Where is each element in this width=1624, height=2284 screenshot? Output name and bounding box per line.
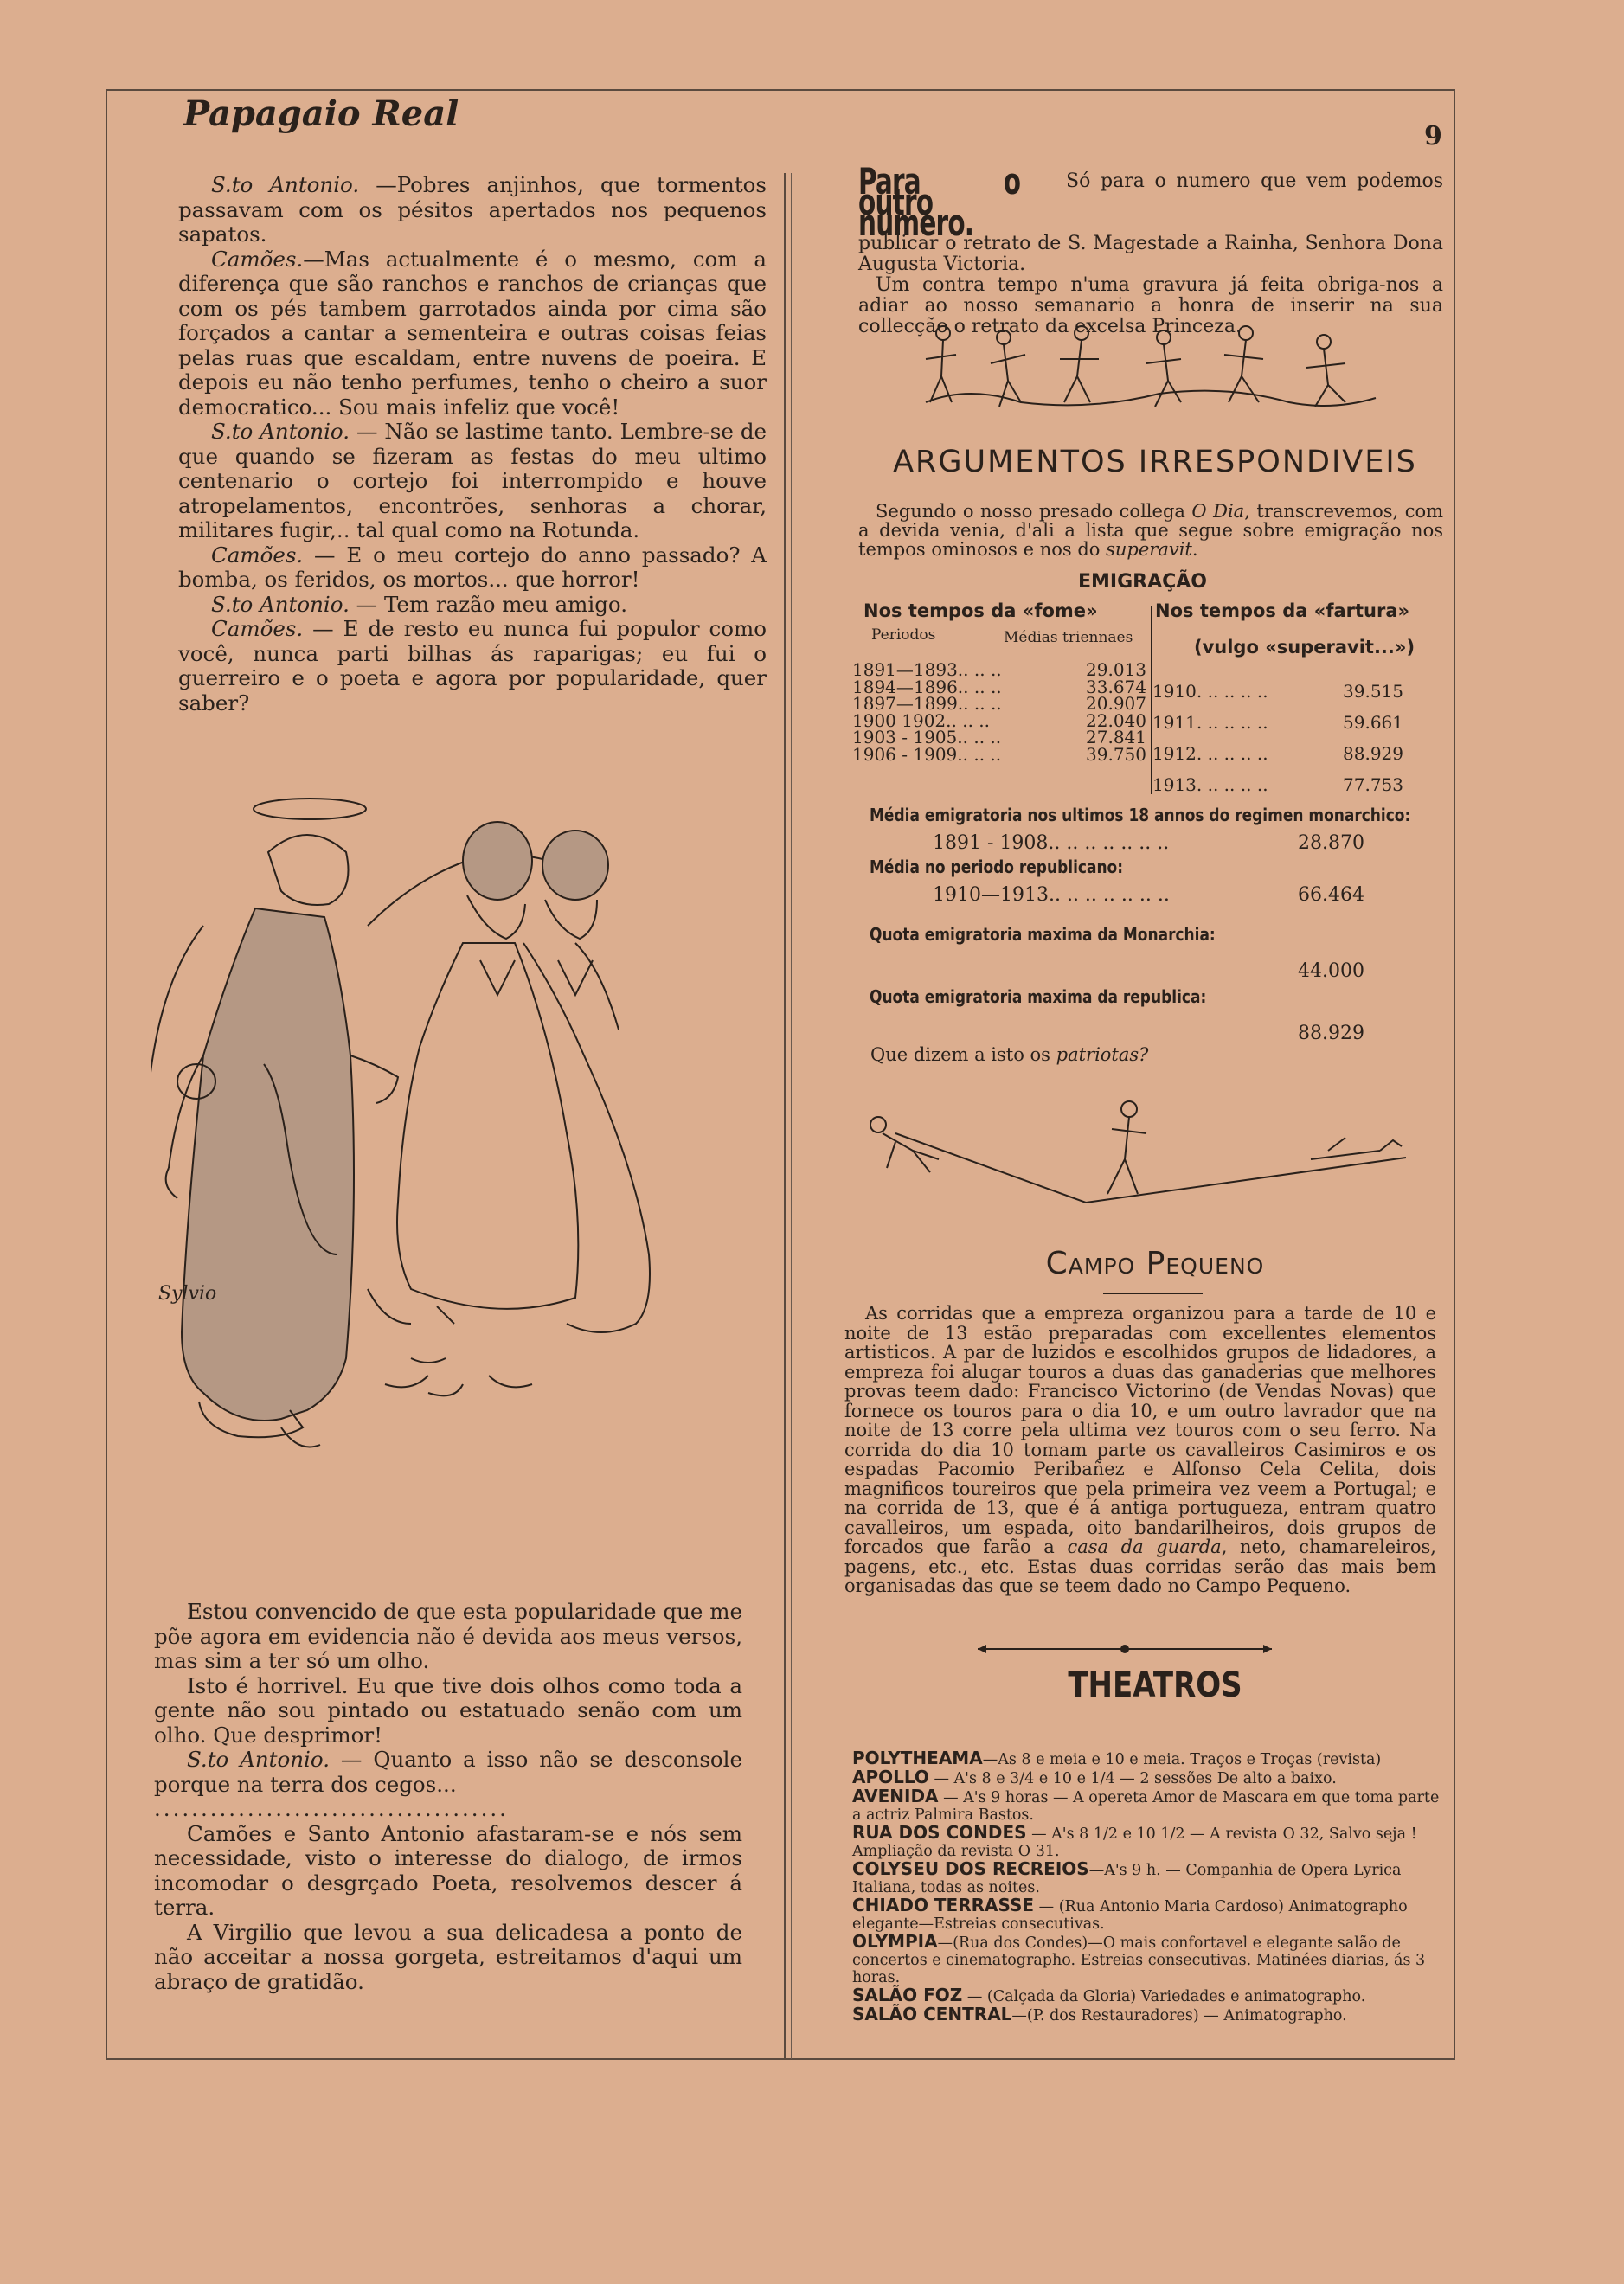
theatre-name: COLYSEU DOS RECREIOS <box>852 1858 1089 1879</box>
fartura-table <box>1152 676 1403 800</box>
theatre-name: POLYTHEAMA <box>852 1748 983 1768</box>
dialogue-text: — Tem razão meu amigo. <box>349 591 628 617</box>
fome-heading: Nos tempos da «fome» <box>863 600 1098 621</box>
fartura-heading: Nos tempos da «fartura» <box>1155 600 1410 621</box>
theatre-name: RUA DOS CONDES <box>852 1822 1027 1843</box>
speaker-name: Camões. <box>211 616 304 641</box>
left-column-top-text <box>178 173 767 715</box>
closing-question: Que dizem a isto os patriotas? <box>870 1044 1149 1065</box>
tightrope-illustration <box>861 1099 1423 1216</box>
dialogue-text: Isto é horrivel. Eu que tive dois olhos como toda a gente não sou pintado ou estatuado senão com um olho. Que desprimor! <box>154 1672 742 1748</box>
period-cell: 1897—1899.. .. .. <box>852 693 1002 714</box>
theatre-entry <box>852 1986 1441 2005</box>
theatre-entry <box>852 1787 1441 1824</box>
monk-and-ladies-illustration <box>151 770 783 1549</box>
dialogue-paragraph <box>178 617 767 715</box>
value-cell: 77.753 <box>1343 774 1403 795</box>
emigracao-heading: EMIGRAÇÃO <box>1078 571 1208 593</box>
left-column-bottom-text <box>154 1600 742 1994</box>
speaker-name: Camões. <box>211 246 304 272</box>
dialogue-paragraph <box>178 247 767 420</box>
theatre-entry <box>852 2005 1441 2024</box>
value-cell: 22.040 <box>1086 709 1146 731</box>
year-cell: 1912. .. .. .. .. <box>1152 743 1268 764</box>
stat-period: 1891 - 1908.. .. .. .. .. .. .. <box>933 832 1170 854</box>
campo-pequeno-text: As corridas que a empreza organizou para a tarde de 10 e noite de 13 estão preparadas com excellentes elementos artisticos. A par de luzidos e escolhidos grupos de lidadores, a empreza foi alugar touros a duas das ganaderias que melhores provas teem dado: Francisco Victorino (de Vendas Novas) que fornece os touros para o dia 10, e um outro lavrador que na noite de 13 corre pela ultima vez touros com o seu ferro. Na corrida do dia 10 tomam parte os cavalleiros Casimiros e os espadas Pacomio Peribañez e Alfonso Cela Celita, dois magnificos toureiros que pela primeira vez veem a Portugal; e na corrida de 13, que é á antiga portugueza, entram quatro cavalleiros, um espada, oito bandarilheiros, dois grupos de forcados que farão a casa da guarda, neto, chamareleiros, pagens, etc., etc. Estas duas corridas serão das mais bem organisadas das que se teem dado no Campo Pequeno. <box>844 1303 1436 1596</box>
theatros-heading: THEATROS <box>1068 1665 1242 1705</box>
value-cell: 39.750 <box>1086 743 1146 765</box>
table-row <box>852 743 1146 765</box>
dialogue-paragraph <box>154 1748 742 1797</box>
dialogue-paragraph <box>178 173 767 247</box>
table-row <box>1152 738 1403 769</box>
stat-period: 1910—1913.. .. .. .. .. .. .. <box>933 884 1170 906</box>
stat-value: 44.000 <box>1298 960 1364 982</box>
dialogue-paragraph <box>154 1674 742 1748</box>
stat-label: Quota emigratoria maxima da Monarchia: <box>870 924 1216 945</box>
theatros-list <box>852 1749 1441 2024</box>
theatre-name: SALÃO FOZ <box>852 1985 963 2005</box>
period-cell: 1900 1902.. .. .. <box>852 709 991 731</box>
dialogue-text: Camões e Santo Antonio afastaram-se e nós sem necessidade, visto o interesse do dialogo, de irmos incomodar o desgrçado Poeta, resolvemos descer á terra. <box>154 1820 742 1920</box>
dialogue-text: A Virgilio que levou a sua delicadesa a ponto de não acceitar a nossa gorgeta, estreitamos d'aqui um abraço de gratidão. <box>154 1919 742 1994</box>
theatre-name: CHIADO TERRASSE <box>852 1895 1035 1915</box>
value-cell: 59.661 <box>1343 712 1403 733</box>
dialogue-text: —Pobres anjinhos, que tormentos passavam com os pésitos apertados nos pequenos sapatos. <box>178 172 767 247</box>
dialogue-paragraph <box>178 543 767 593</box>
period-cell: 1891—1893.. .. .. <box>852 659 1002 680</box>
value-cell: 20.907 <box>1086 693 1146 714</box>
stat-label: Média emigratoria nos ultimos 18 annos do regimen monarchico: <box>870 805 1411 825</box>
theatre-details: —As 8 e meia e 10 e meia. Traços e Troças (revista) <box>982 1751 1382 1768</box>
dialogue-paragraph <box>154 1921 742 1995</box>
speaker-name: S.to Antonio. <box>211 419 350 444</box>
value-cell: 27.841 <box>1086 727 1146 747</box>
theatre-details: — (Rua Antonio Maria Cardoso) Animatographo elegante—Estreias consecutivas. <box>852 1898 1408 1933</box>
theatre-details: — A's 8 e 3/4 e 10 e 1/4 — 2 sessões De alto a baixo. <box>928 1770 1337 1787</box>
table-row <box>1152 676 1403 707</box>
dialogue-paragraph <box>154 1797 742 1822</box>
halo-icon <box>254 799 366 819</box>
value-cell: 29.013 <box>1086 659 1146 680</box>
theatre-entry <box>852 1896 1441 1933</box>
theatre-name: APOLLO <box>852 1767 929 1787</box>
table-vertical-rule <box>1151 606 1152 794</box>
theatre-name: OLYMPIA <box>852 1931 938 1952</box>
theatre-details: —(P. dos Restauradores) — Animatographo. <box>1011 2007 1347 2024</box>
dialogue-text: — Não se lastime tanto. Lembre-se de que quando se fizeram as festas do meu ultimo centenario o cortejo foi interrompido e houve atropelamentos, encontrões, senhoras a chorar, militares fugir,.. tal qual como na Rotunda. <box>178 419 767 542</box>
col-medias: Médias triennaes <box>1004 629 1133 646</box>
theatre-entry <box>852 1824 1441 1860</box>
publication-title: Papagaio Real <box>183 93 459 134</box>
campo-pequeno-rule <box>1103 1293 1203 1294</box>
argumentos-intro: Segundo o nosso presado collega O Dia, transcrevemos, com a devida venia, d'ali a lista que segue sobre emigração nos tempos ominosos e nos do superavit. <box>858 501 1444 560</box>
theatre-details: —A's 9 h. — Companhia de Opera Lyrica Italiana, todas as noites. <box>852 1862 1402 1896</box>
dancing-figures-illustration <box>917 316 1384 428</box>
theatre-entry <box>852 1768 1441 1787</box>
theatre-entry <box>852 1860 1441 1896</box>
argumentos-heading: ARGUMENTOS IRRESPONDIVEIS <box>893 445 1417 479</box>
theatre-entry <box>852 1749 1441 1768</box>
dialogue-text: ...................................... <box>154 1796 509 1821</box>
speaker-name: S.to Antonio. <box>187 1747 331 1772</box>
speaker-name: S.to Antonio. <box>211 591 350 617</box>
artist-signature: Sylvio <box>158 1283 217 1305</box>
period-cell: 1894—1896.. .. .. <box>852 676 1002 697</box>
dialogue-paragraph <box>154 1600 742 1674</box>
value-cell: 88.929 <box>1343 743 1403 764</box>
para-outro-numero-block <box>858 160 1443 337</box>
dialogue-text: — Quanto a isso não se desconsole porque na terra dos cegos... <box>154 1747 743 1797</box>
table-row <box>1152 769 1403 800</box>
speaker-name: S.to Antonio. <box>211 172 360 197</box>
dialogue-text: — E o meu cortejo do anno passado? A bomba, os feridos, os mortos... que horror! <box>178 542 767 592</box>
value-cell: 33.674 <box>1086 676 1146 697</box>
campo-pequeno-heading: Campo Pequeno <box>1045 1246 1265 1281</box>
col-periodos: Periodos <box>871 626 936 644</box>
stat-value: 88.929 <box>1298 1023 1364 1044</box>
theatre-name: SALÃO CENTRAL <box>852 2004 1012 2024</box>
dialogue-text: Estou convencido de que esta popularidade que me põe agora em evidencia não é devida aos meus versos, mas sim a ter só um olho. <box>154 1599 742 1673</box>
theatre-details: — A's 9 horas — A opereta Amor de Mascara em que toma parte a actriz Palmira Bastos. <box>852 1789 1440 1824</box>
para-outro-numero-text-2: Um contra tempo n'uma gravura já feita obriga-nos a adiar ao nosso semanario a honra de inserir na sua collecção o retrato da excelsa Princeza. <box>858 274 1443 337</box>
fartura-sub: (vulgo «superavit...») <box>1194 637 1415 658</box>
stat-value: 66.464 <box>1298 884 1364 906</box>
para-outro-numero-text: Só para o numero que vem podemos publicar o retrato de S. Magestade a Rainha, Senhora Dona Augusta Victoria. <box>858 170 1443 275</box>
stat-value: 28.870 <box>1298 832 1364 854</box>
column-divider <box>784 173 786 2059</box>
theatre-details: — (Calçada da Gloria) Variedades e animatographo. <box>962 1988 1366 2005</box>
ornament-divider <box>973 1642 1276 1656</box>
theatre-entry <box>852 1933 1441 1986</box>
stat-label: Quota emigratoria maxima da republica: <box>870 986 1207 1007</box>
column-divider-inner <box>791 173 792 2059</box>
value-cell: 39.515 <box>1343 681 1403 702</box>
theatre-name: AVENIDA <box>852 1786 939 1806</box>
table-row <box>1152 707 1403 738</box>
para-outro-numero-heading: Para o outro numero. <box>858 160 1021 244</box>
year-cell: 1910. .. .. .. .. <box>1152 681 1268 702</box>
dialogue-paragraph <box>178 420 767 543</box>
page-number: 9 <box>1424 121 1442 151</box>
stat-label: Média no periodo republicano: <box>870 856 1124 877</box>
dialogue-paragraph <box>154 1822 742 1921</box>
year-cell: 1911. .. .. .. .. <box>1152 712 1268 733</box>
speaker-name: Camões. <box>211 542 304 568</box>
theatre-details: — A's 8 1/2 e 10 1/2 — A revista O 32, Salvo seja ! Ampliação da revista O 31. <box>852 1825 1417 1860</box>
period-cell: 1903 - 1905.. .. .. <box>852 727 1002 747</box>
period-cell: 1906 - 1909.. .. .. <box>852 743 1002 765</box>
dialogue-text: —Mas actualmente é o mesmo, com a diferença que são ranchos e ranchos de crianças que com os pés tambem garrotados ainda por cima são forçados a cantar a sementeira e outras coisas feias pelas ruas que escaldam, entre nuvens de poeira. E depois eu não tenho perfumes, tenho o cheiro a suor democratico... Sou mais infeliz que você! <box>178 246 767 420</box>
dialogue-paragraph <box>178 593 767 618</box>
year-cell: 1913. .. .. .. .. <box>1152 774 1268 795</box>
dialogue-text: — E de resto eu nunca fui populor como você, nunca parti bilhas ás raparigas; eu fui o guerreiro e o poeta e agora por popularidade, quer saber? <box>178 616 767 715</box>
fome-table <box>852 659 1146 765</box>
theatre-details: —(Rua dos Condes)—O mais confortavel e elegante salão de concertos e cinematographo. Estreias consecutivas. Matinées diarias, ás 3 horas. <box>852 1934 1426 1986</box>
